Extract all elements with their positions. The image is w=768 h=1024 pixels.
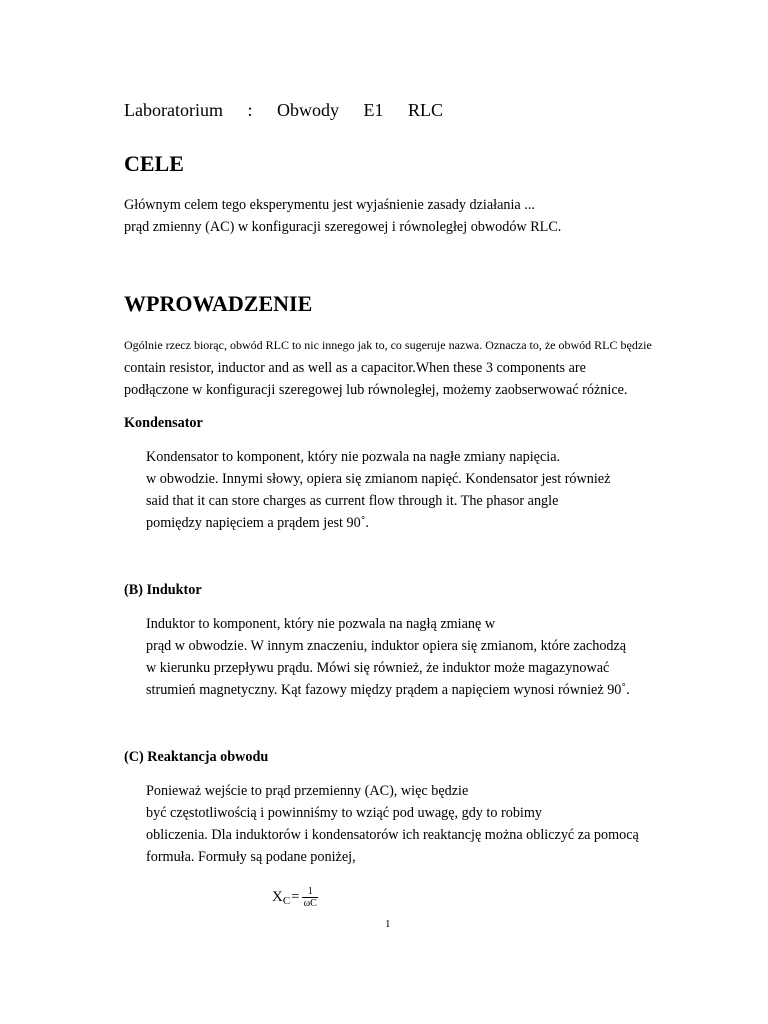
kondensator-line-4: pomiędzy napięciem a prądem jest 90˚. xyxy=(146,515,369,531)
induktor-line-4: strumień magnetyczny. Kąt fazowy między prądem a napięciem wynosi również 90˚. xyxy=(146,682,630,698)
kondensator-line-3: said that it can store charges as current flow through it. The phasor angle xyxy=(146,493,559,509)
formula-denominator: ωC xyxy=(303,898,317,909)
lab-title: Laboratorium : Obwody E1 RLC xyxy=(124,100,443,120)
formula-subscript: C xyxy=(282,894,291,907)
reaktancja-line-1: Ponieważ wejście to prąd przemienny (AC), więc będzie xyxy=(146,783,469,799)
heading-reaktancja: (C) Reaktancja obwodu xyxy=(124,749,269,765)
heading-kondensator: Kondensator xyxy=(124,415,203,431)
kondensator-line-2: w obwodzie. Innymi słowy, opiera się zmianom napięć. Kondensator jest również xyxy=(146,471,611,487)
formula-numerator: 1 xyxy=(307,886,313,897)
capacitive-reactance-formula xyxy=(272,886,318,909)
heading-induktor: (B) Induktor xyxy=(124,582,202,598)
reaktancja-line-4: formuła. Formuły są podane poniżej, xyxy=(146,849,356,865)
induktor-line-3: w kierunku przepływu prądu. Mówi się również, że induktor może magazynować xyxy=(146,660,610,676)
wprowadzenie-line-1: contain resistor, inductor and as well as a capacitor.When these 3 components are xyxy=(124,360,586,376)
heading-wprowadzenie: WPROWADZENIE xyxy=(124,291,313,316)
reaktancja-line-2: być częstotliwością i powinniśmy to wziąć pod uwagę, gdy to robimy xyxy=(146,805,542,821)
reaktancja-line-3: obliczenia. Dla induktorów i kondensatorów ich reaktancję można obliczyć za pomocą xyxy=(146,827,639,843)
formula-equals: = xyxy=(291,889,300,905)
wprowadzenie-small-line: Ogólnie rzecz biorąc, obwód RLC to nic innego jak to, co sugeruje nazwa. Oznacza to, że obwód RLC będzie xyxy=(124,338,652,352)
induktor-line-2: prąd w obwodzie. W innym znaczeniu, induktor opiera się zmianom, które zachodzą xyxy=(146,638,627,654)
cele-line-2: prąd zmienny (AC) w konfiguracji szeregowej i równoległej obwodów RLC. xyxy=(124,219,562,235)
kondensator-line-1: Kondensator to komponent, który nie pozwala na nagłe zmiany napięcia. xyxy=(146,449,561,465)
cele-line-1: Głównym celem tego eksperymentu jest wyjaśnienie zasady działania ... xyxy=(124,197,535,213)
heading-cele: CELE xyxy=(124,151,184,176)
wprowadzenie-line-2: podłączone w konfiguracji szeregowej lub równoległej, możemy zaobserwować różnice. xyxy=(124,382,628,398)
page-number: 1 xyxy=(385,918,391,930)
induktor-line-1: Induktor to komponent, który nie pozwala na nagłą zmianę w xyxy=(146,616,496,632)
formula-symbol: X xyxy=(272,889,283,905)
formula-fraction xyxy=(302,886,318,909)
